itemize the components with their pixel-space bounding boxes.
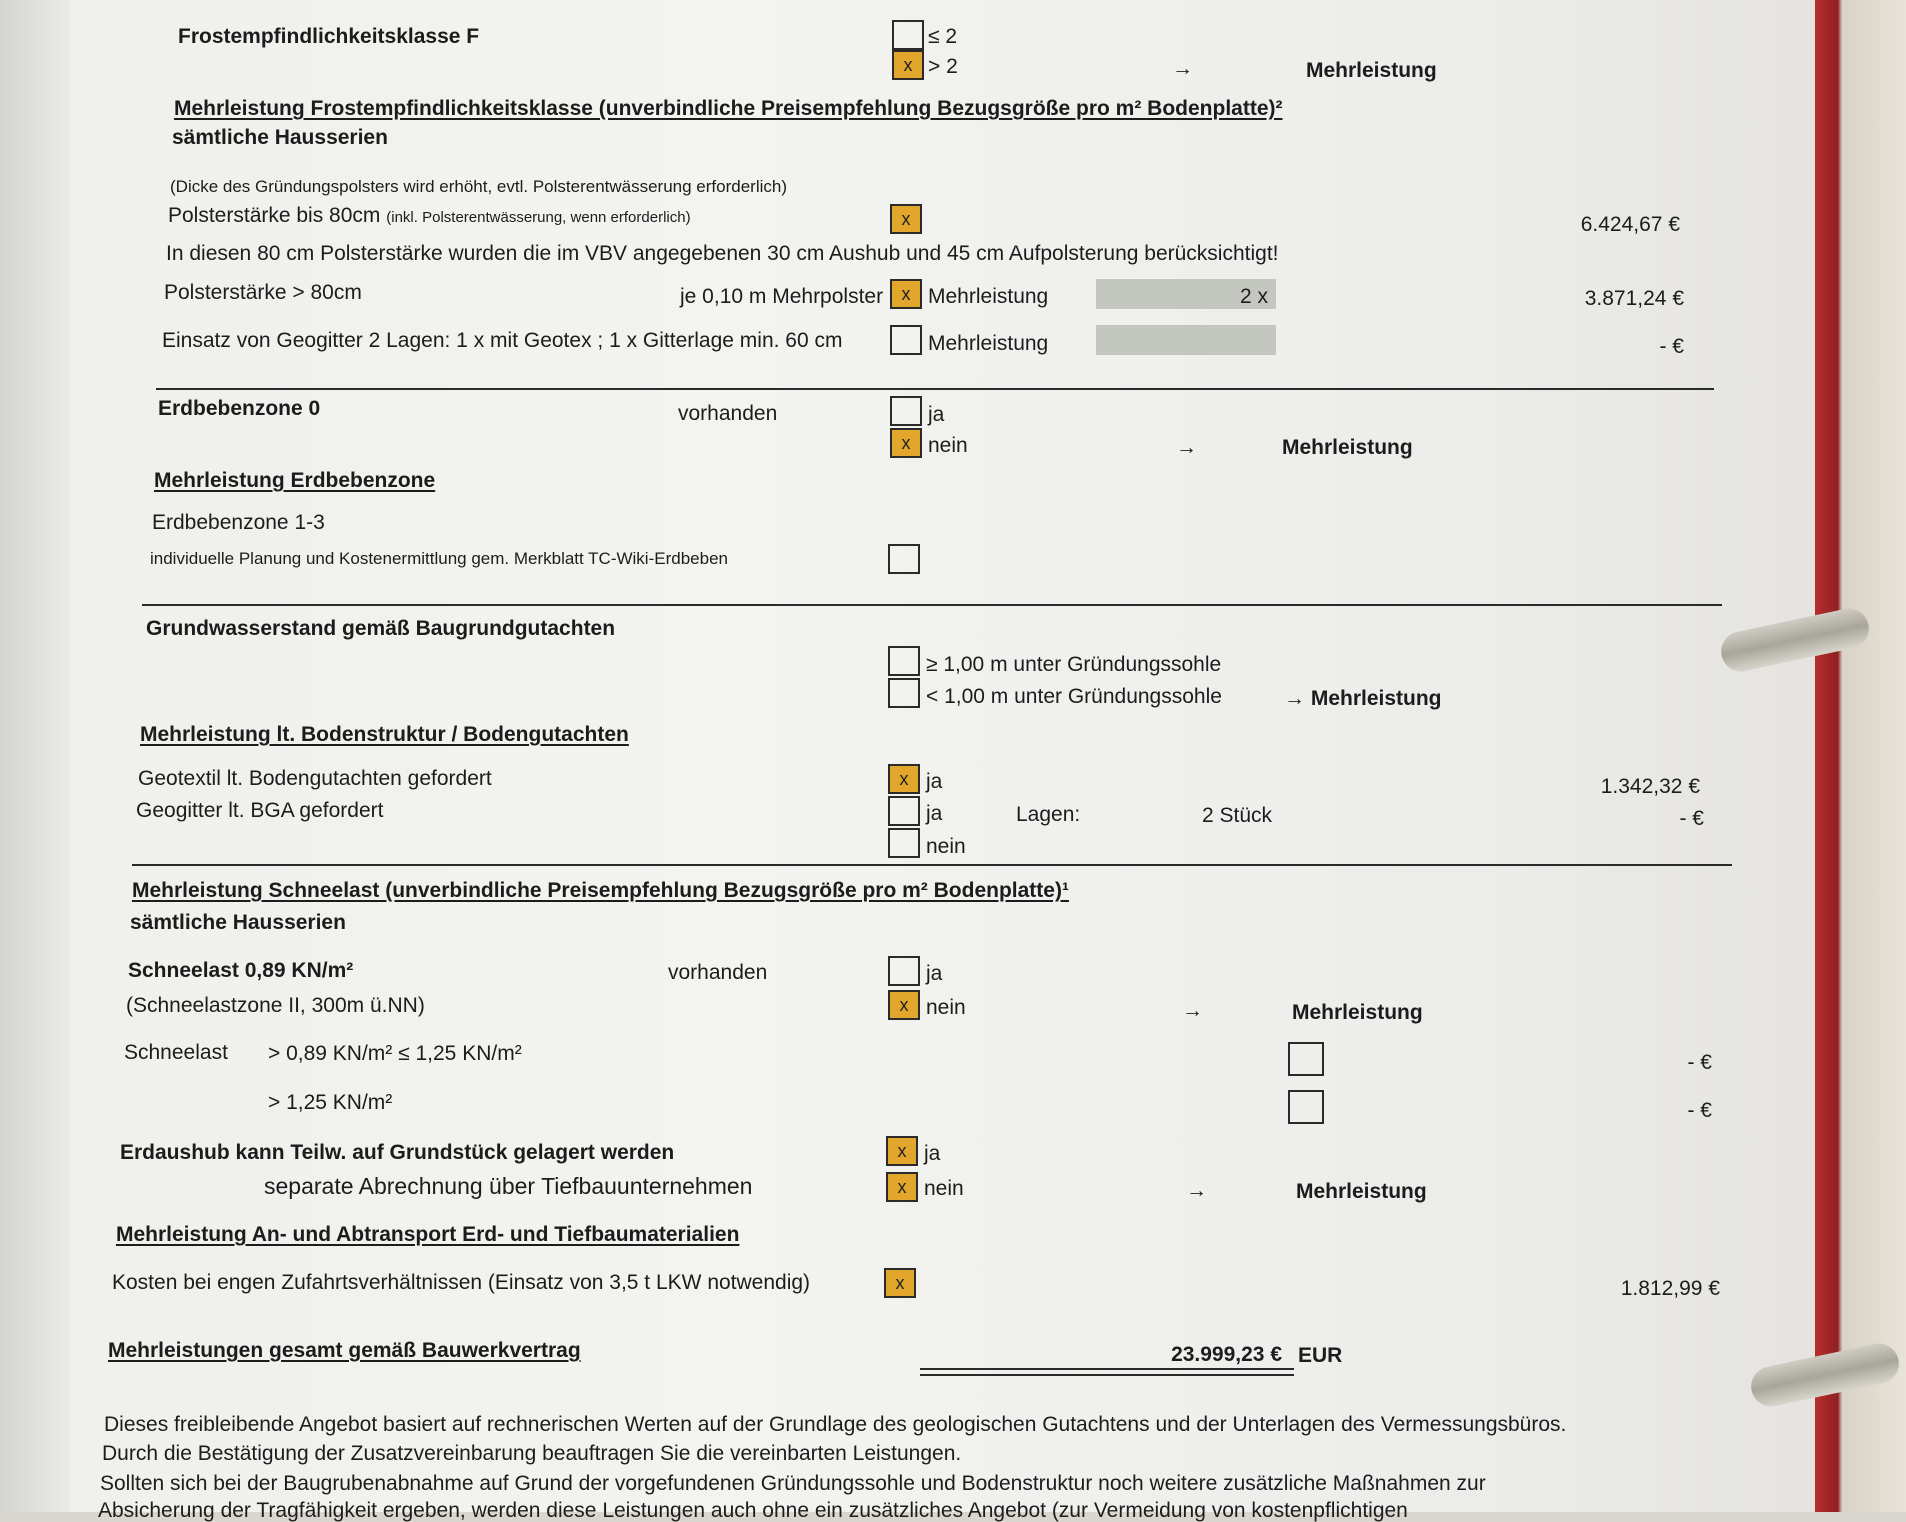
erdbeben-vorhanden: vorhanden bbox=[678, 402, 778, 425]
footer-line-1: Dieses freibleibende Angebot basiert auf rechnerischen Werten auf der Grundlage des geologischen Gutachtens und der Unterlagen des Vermessungsbüros. bbox=[104, 1413, 1567, 1436]
schnee-r2-checkbox[interactable] bbox=[1288, 1090, 1324, 1124]
erdbeben-ja-label: ja bbox=[928, 403, 945, 426]
frost-geogitter-field[interactable] bbox=[1096, 325, 1276, 355]
grundwasser-title: Grundwasserstand gemäß Baugrundgutachten bbox=[146, 617, 616, 640]
divider bbox=[156, 388, 1714, 390]
schnee-nein-checkbox[interactable]: x bbox=[888, 990, 920, 1020]
kosten-checkbox[interactable]: x bbox=[884, 1268, 916, 1298]
arrow-icon: → bbox=[1186, 1179, 1207, 1202]
schnee-vorhanden: vorhanden bbox=[668, 961, 768, 984]
erdaushub-heading: Mehrleistung An- und Abtransport Erd- und Tiefbaumaterialien bbox=[116, 1223, 740, 1246]
page-edge-shadow bbox=[0, 0, 70, 1512]
erdaushub-ja-label: ja bbox=[924, 1142, 941, 1165]
erdaushub-nein-label: nein bbox=[924, 1177, 964, 1200]
frost-note: (Dicke des Gründungspolsters wird erhöht, evtl. Polsterentwässerung erforderlich) bbox=[170, 177, 787, 196]
schnee-nein-label: nein bbox=[926, 996, 966, 1019]
geotextil-label: Geotextil lt. Bodengutachten gefordert bbox=[138, 767, 492, 790]
total-underline-double bbox=[920, 1374, 1294, 1376]
geotextil-price: 1.342,32 € bbox=[1600, 775, 1700, 798]
frost-pgt80-price: 3.871,24 € bbox=[1584, 287, 1684, 310]
arrow-icon: → bbox=[1172, 57, 1193, 80]
erdbeben-mehrleistung: Mehrleistung bbox=[1282, 436, 1413, 459]
total-value: 23.999,23 € bbox=[1171, 1343, 1282, 1366]
erdbeben-indiv-label: individuelle Planung und Kostenermittlung gem. Merkblatt TC-Wiki-Erdbeben bbox=[150, 549, 728, 568]
grundwasser-mehrleistung: → Mehrleistung bbox=[1284, 687, 1442, 710]
schnee-mehrleistung: Mehrleistung bbox=[1292, 1001, 1423, 1024]
erdbeben-nein-checkbox[interactable]: x bbox=[890, 428, 922, 458]
grundwasser-ge1-checkbox[interactable] bbox=[888, 646, 920, 676]
divider bbox=[142, 604, 1722, 606]
erdaushub-title: Erdaushub kann Teilw. auf Grundstück gelagert werden bbox=[120, 1141, 675, 1164]
geogitter-nein-label: nein bbox=[926, 835, 966, 858]
frost-gt2-label: > 2 bbox=[928, 55, 958, 78]
total-underline bbox=[920, 1368, 1294, 1370]
grundwasser-lt1-checkbox[interactable] bbox=[888, 678, 920, 708]
frost-je-label: je 0,10 m Mehrpolster bbox=[680, 285, 884, 308]
total-currency: EUR bbox=[1298, 1344, 1343, 1367]
geogitter-lagen-label: Lagen: bbox=[1016, 803, 1081, 826]
arrow-icon: → bbox=[1182, 999, 1203, 1022]
geogitter-ja-checkbox[interactable] bbox=[888, 796, 920, 826]
footer-line-2: Durch die Bestätigung der Zusatzvereinbarung beauftragen Sie die vereinbarten Leistungen. bbox=[102, 1442, 962, 1465]
geotextil-ja-label: ja bbox=[926, 770, 943, 793]
geogitter-price: - € bbox=[1679, 807, 1704, 830]
schnee-r1-price: - € bbox=[1687, 1051, 1712, 1074]
schnee-series: sämtliche Hausserien bbox=[130, 911, 346, 934]
frost-geogitter-checkbox[interactable] bbox=[890, 325, 922, 355]
schnee-title: Schneelast 0,89 KN/m² bbox=[128, 959, 354, 982]
frost-p80-checkbox[interactable]: x bbox=[890, 204, 922, 234]
schnee-label: Schneelast bbox=[124, 1041, 228, 1064]
footer-line-3: Sollten sich bei der Baugrubenabnahme auf Grund der vorgefundenen Gründungssohle und Bodenstruktur noch weitere zusätzliche Maßnahmen zur bbox=[100, 1472, 1486, 1495]
schnee-sub: (Schneelastzone II, 300m ü.NN) bbox=[126, 994, 425, 1017]
frost-pgt80-label: Polsterstärke > 80cm bbox=[164, 281, 362, 304]
frost-heading: Mehrleistung Frostempfindlichkeitsklasse (unverbindliche Preisempfehlung Bezugsgröße pro m² Bodenplatte)² bbox=[174, 97, 1283, 120]
kosten-price: 1.812,99 € bbox=[1620, 1277, 1720, 1300]
binder-spine bbox=[1815, 0, 1906, 1512]
schnee-ja-checkbox[interactable] bbox=[888, 956, 920, 986]
erdbeben-nein-label: nein bbox=[928, 434, 968, 457]
frost-title: Frostempfindlichkeitsklasse F bbox=[178, 25, 480, 48]
schnee-r2-label: > 1,25 KN/m² bbox=[268, 1091, 393, 1114]
frost-le2-label: ≤ 2 bbox=[928, 25, 958, 48]
frost-le2-checkbox[interactable] bbox=[892, 20, 924, 50]
frost-geogitter-price: - € bbox=[1659, 335, 1684, 358]
total-label: Mehrleistungen gesamt gemäß Bauwerkvertrag bbox=[108, 1339, 581, 1362]
geogitter-ja-label: ja bbox=[926, 802, 943, 825]
divider bbox=[132, 864, 1732, 866]
grundwasser-lt1-label: < 1,00 m unter Gründungssohle bbox=[926, 685, 1222, 708]
erdaushub-nein-checkbox[interactable]: x bbox=[886, 1172, 918, 1202]
frost-qty-value: 2 x bbox=[1240, 285, 1269, 308]
frost-series: sämtliche Hausserien bbox=[172, 126, 388, 149]
frost-pgt80-checkbox[interactable]: x bbox=[890, 279, 922, 309]
schnee-heading: Mehrleistung Schneelast (unverbindliche Preisempfehlung Bezugsgröße pro m² Bodenplatte)¹ bbox=[132, 879, 1069, 902]
erdbeben-zone: Erdbebenzone 1-3 bbox=[152, 511, 325, 534]
geogitter-label: Geogitter lt. BGA gefordert bbox=[136, 799, 384, 822]
frost-mehrleistung: Mehrleistung bbox=[1306, 59, 1437, 82]
erdbeben-ja-checkbox[interactable] bbox=[890, 396, 922, 426]
arrow-icon: → bbox=[1176, 436, 1197, 459]
footer-line-4: Absicherung der Tragfähigkeit ergeben, werden diese Leistungen auch ohne ein zusätzliches Angebot (zur Vermeidung von kostenpflichtigen bbox=[98, 1499, 1408, 1522]
geogitter-lagen-value: 2 Stück bbox=[1202, 804, 1273, 827]
grundwasser-heading: Mehrleistung lt. Bodenstruktur / Bodengutachten bbox=[140, 723, 629, 746]
schnee-r1-checkbox[interactable] bbox=[1288, 1042, 1324, 1076]
frost-geogitter-label: Einsatz von Geogitter 2 Lagen: 1 x mit Geotex ; 1 x Gitterlage min. 60 cm bbox=[162, 329, 843, 352]
geogitter-nein-checkbox[interactable] bbox=[888, 828, 920, 858]
frost-gt2-checkbox[interactable]: x bbox=[892, 50, 924, 80]
frost-p80-label: Polsterstärke bis 80cm (inkl. Polsterentwässerung, wenn erforderlich) bbox=[168, 204, 691, 227]
schnee-r1-label: > 0,89 KN/m² ≤ 1,25 KN/m² bbox=[268, 1042, 522, 1065]
geotextil-ja-checkbox[interactable]: x bbox=[888, 764, 920, 794]
erdaushub-mehrleistung: Mehrleistung bbox=[1296, 1180, 1427, 1203]
erdbeben-title: Erdbebenzone 0 bbox=[158, 397, 321, 420]
frost-vbv-note: In diesen 80 cm Polsterstärke wurden die im VBV angegebenen 30 cm Aushub und 45 cm Aufpolsterung berücksichtigt! bbox=[166, 242, 1279, 265]
erdbeben-indiv-checkbox[interactable] bbox=[888, 544, 920, 574]
schnee-r2-price: - € bbox=[1687, 1099, 1712, 1122]
frost-geogitter-mehr: Mehrleistung bbox=[928, 332, 1049, 355]
frost-pgt80-mehr: Mehrleistung bbox=[928, 285, 1049, 308]
erdaushub-ja-checkbox[interactable]: x bbox=[886, 1136, 918, 1166]
grundwasser-ge1-label: ≥ 1,00 m unter Gründungssohle bbox=[926, 653, 1222, 676]
erdaushub-sub: separate Abrechnung über Tiefbauunternehmen bbox=[264, 1173, 753, 1199]
erdbeben-heading: Mehrleistung Erdbebenzone bbox=[154, 469, 436, 492]
frost-p80-price: 6.424,67 € bbox=[1580, 213, 1680, 236]
kosten-label: Kosten bei engen Zufahrtsverhältnissen (Einsatz von 3,5 t LKW notwendig) bbox=[112, 1271, 811, 1294]
schnee-ja-label: ja bbox=[926, 962, 943, 985]
